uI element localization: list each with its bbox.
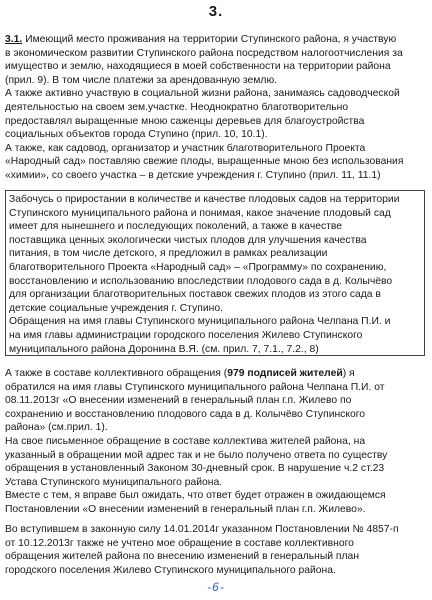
box-line: детские социальные учреждения г. Ступино.: [9, 302, 223, 314]
section-3-1-line: имущество и землю, находящиеся в моей собственности на территории района: [5, 61, 391, 73]
framed-paragraph: [9, 193, 423, 356]
section-3-1-line: деятельностью на своем зем.участке. Неоднократно благотворительно: [5, 101, 349, 113]
section-3-1-line: «химии», со своего участка – в детские учреждения г. Ступино (прил. 11, 11.1): [5, 169, 381, 181]
appeal-line-1-suffix: ) я: [342, 368, 355, 379]
appeal-line: Постановлении «О внесении изменений в генеральный план г.п. Жилево».: [5, 503, 366, 515]
section-3-1-line: А также активно участвую в социальной жизни района, занимаясь садоводческой: [5, 88, 400, 100]
box-line: поставщика ценных экологически чистых плодов для улучшения качества: [9, 234, 367, 246]
section-3-1-number: 3.1.: [5, 34, 23, 45]
signature-count: 979 подписей жителей: [227, 368, 343, 379]
box-line: для организации благотворительных поставок свежих плодов из этого сада в: [9, 289, 381, 301]
appeal-line: На свое письменное обращение в составе коллектива жителей района, на: [5, 435, 366, 447]
appeal-line-1: [5, 367, 425, 381]
box-line: восстановлению и использованию впоследствии плодового сада в д. Колычёво: [9, 275, 393, 287]
resolution-line: от 10.12.2013г также не учтено мое обращение в составе коллективного: [5, 537, 354, 549]
section-3-1-line: А также, как садовод, организатор и участник благотворительного Проекта: [5, 142, 366, 154]
box-line: благотворительного Проекта «Народный сад» – «Программу» по сохранению,: [9, 261, 387, 273]
section-3-1-line-1: [5, 33, 425, 47]
section-3-1-paragraph: [5, 33, 425, 183]
framed-paragraph-box: [5, 190, 425, 356]
section-3-1-line: предоставлял выращенные мною саженцы деревьев для благоустройства: [5, 115, 365, 127]
appeal-line: сохранению и восстановлению плодового сада в д. Колычёво Ступинского: [5, 408, 366, 420]
box-line: имеет для нынешнего и последующих поколений, а также в качестве: [9, 221, 343, 233]
appeal-line: указанный в обращении мой адрес так и не было получено ответа по существу: [5, 449, 388, 461]
box-line: муниципального района Доронина В.Я. (см. прил. 7, 7.1., 7.2., 8): [9, 343, 319, 355]
resolution-line: городского поселения Жилево Ступинского муниципального района.: [5, 564, 336, 576]
appeal-line: обратился на имя главы Ступинского муниципального района Челпана П.И. от: [5, 381, 385, 393]
appeal-line-1-prefix: А также в составе коллективного обращения (: [5, 368, 228, 379]
section-3-1-line: социальных объектов города Ступино (прил. 10, 10.1).: [5, 129, 268, 141]
resolution-line: обращения жителей района по внесению изменений в генеральный план: [5, 551, 360, 563]
resolution-paragraph: [5, 523, 425, 577]
section-heading: 3.: [208, 3, 224, 20]
section-3-1-line: «Народный сад» поставляю свежие плоды, выращенные мною без использования: [5, 156, 404, 168]
section-3-1-line: (прил. 9). В том числе платежи за арендованную землю.: [5, 74, 278, 86]
box-line: Забочусь о приростании в количестве и качестве плодовых садов на территории: [9, 194, 400, 205]
section-3-1-line: в экономическом развитии Ступинского района посредством налогоотчисления за: [5, 47, 403, 59]
page-number: -6-: [207, 580, 225, 594]
appeal-line: 08.11.2013г «О внесении изменений в генеральный план г.п. Жилево по: [5, 395, 352, 407]
appeal-line: обращения в установленный Законом 30-дневный срок. В нарушение ч.2 ст.23: [5, 463, 385, 475]
resolution-line: Во вступившем в законную силу 14.01.2014г указанном Постановлении № 4857-п: [5, 524, 399, 535]
appeal-paragraph: [5, 367, 425, 517]
appeal-line: района» (см.прил. 1).: [5, 422, 108, 434]
box-line: на имя главы администрации городского поселения Жилево Ступинского: [9, 329, 363, 341]
appeal-line: Вместе с тем, я вправе был ожидать, что ответ будет отражен в ожидающемся: [5, 490, 386, 502]
appeal-line: Устава Ступинского муниципального района.: [5, 476, 223, 488]
section-3-1-line-1-text: Имеющий место проживания на территории Ступинского района, я участвую: [22, 34, 397, 45]
box-line: Ступинского муниципального района и понимая, какое значение плодовый сад: [9, 207, 391, 219]
box-line: питания, в том числе детского, я предложил в рамках реализации: [9, 248, 328, 260]
box-line: Обращения на имя главы Ступинского муниципального района Челпана П.И. и: [9, 316, 391, 328]
